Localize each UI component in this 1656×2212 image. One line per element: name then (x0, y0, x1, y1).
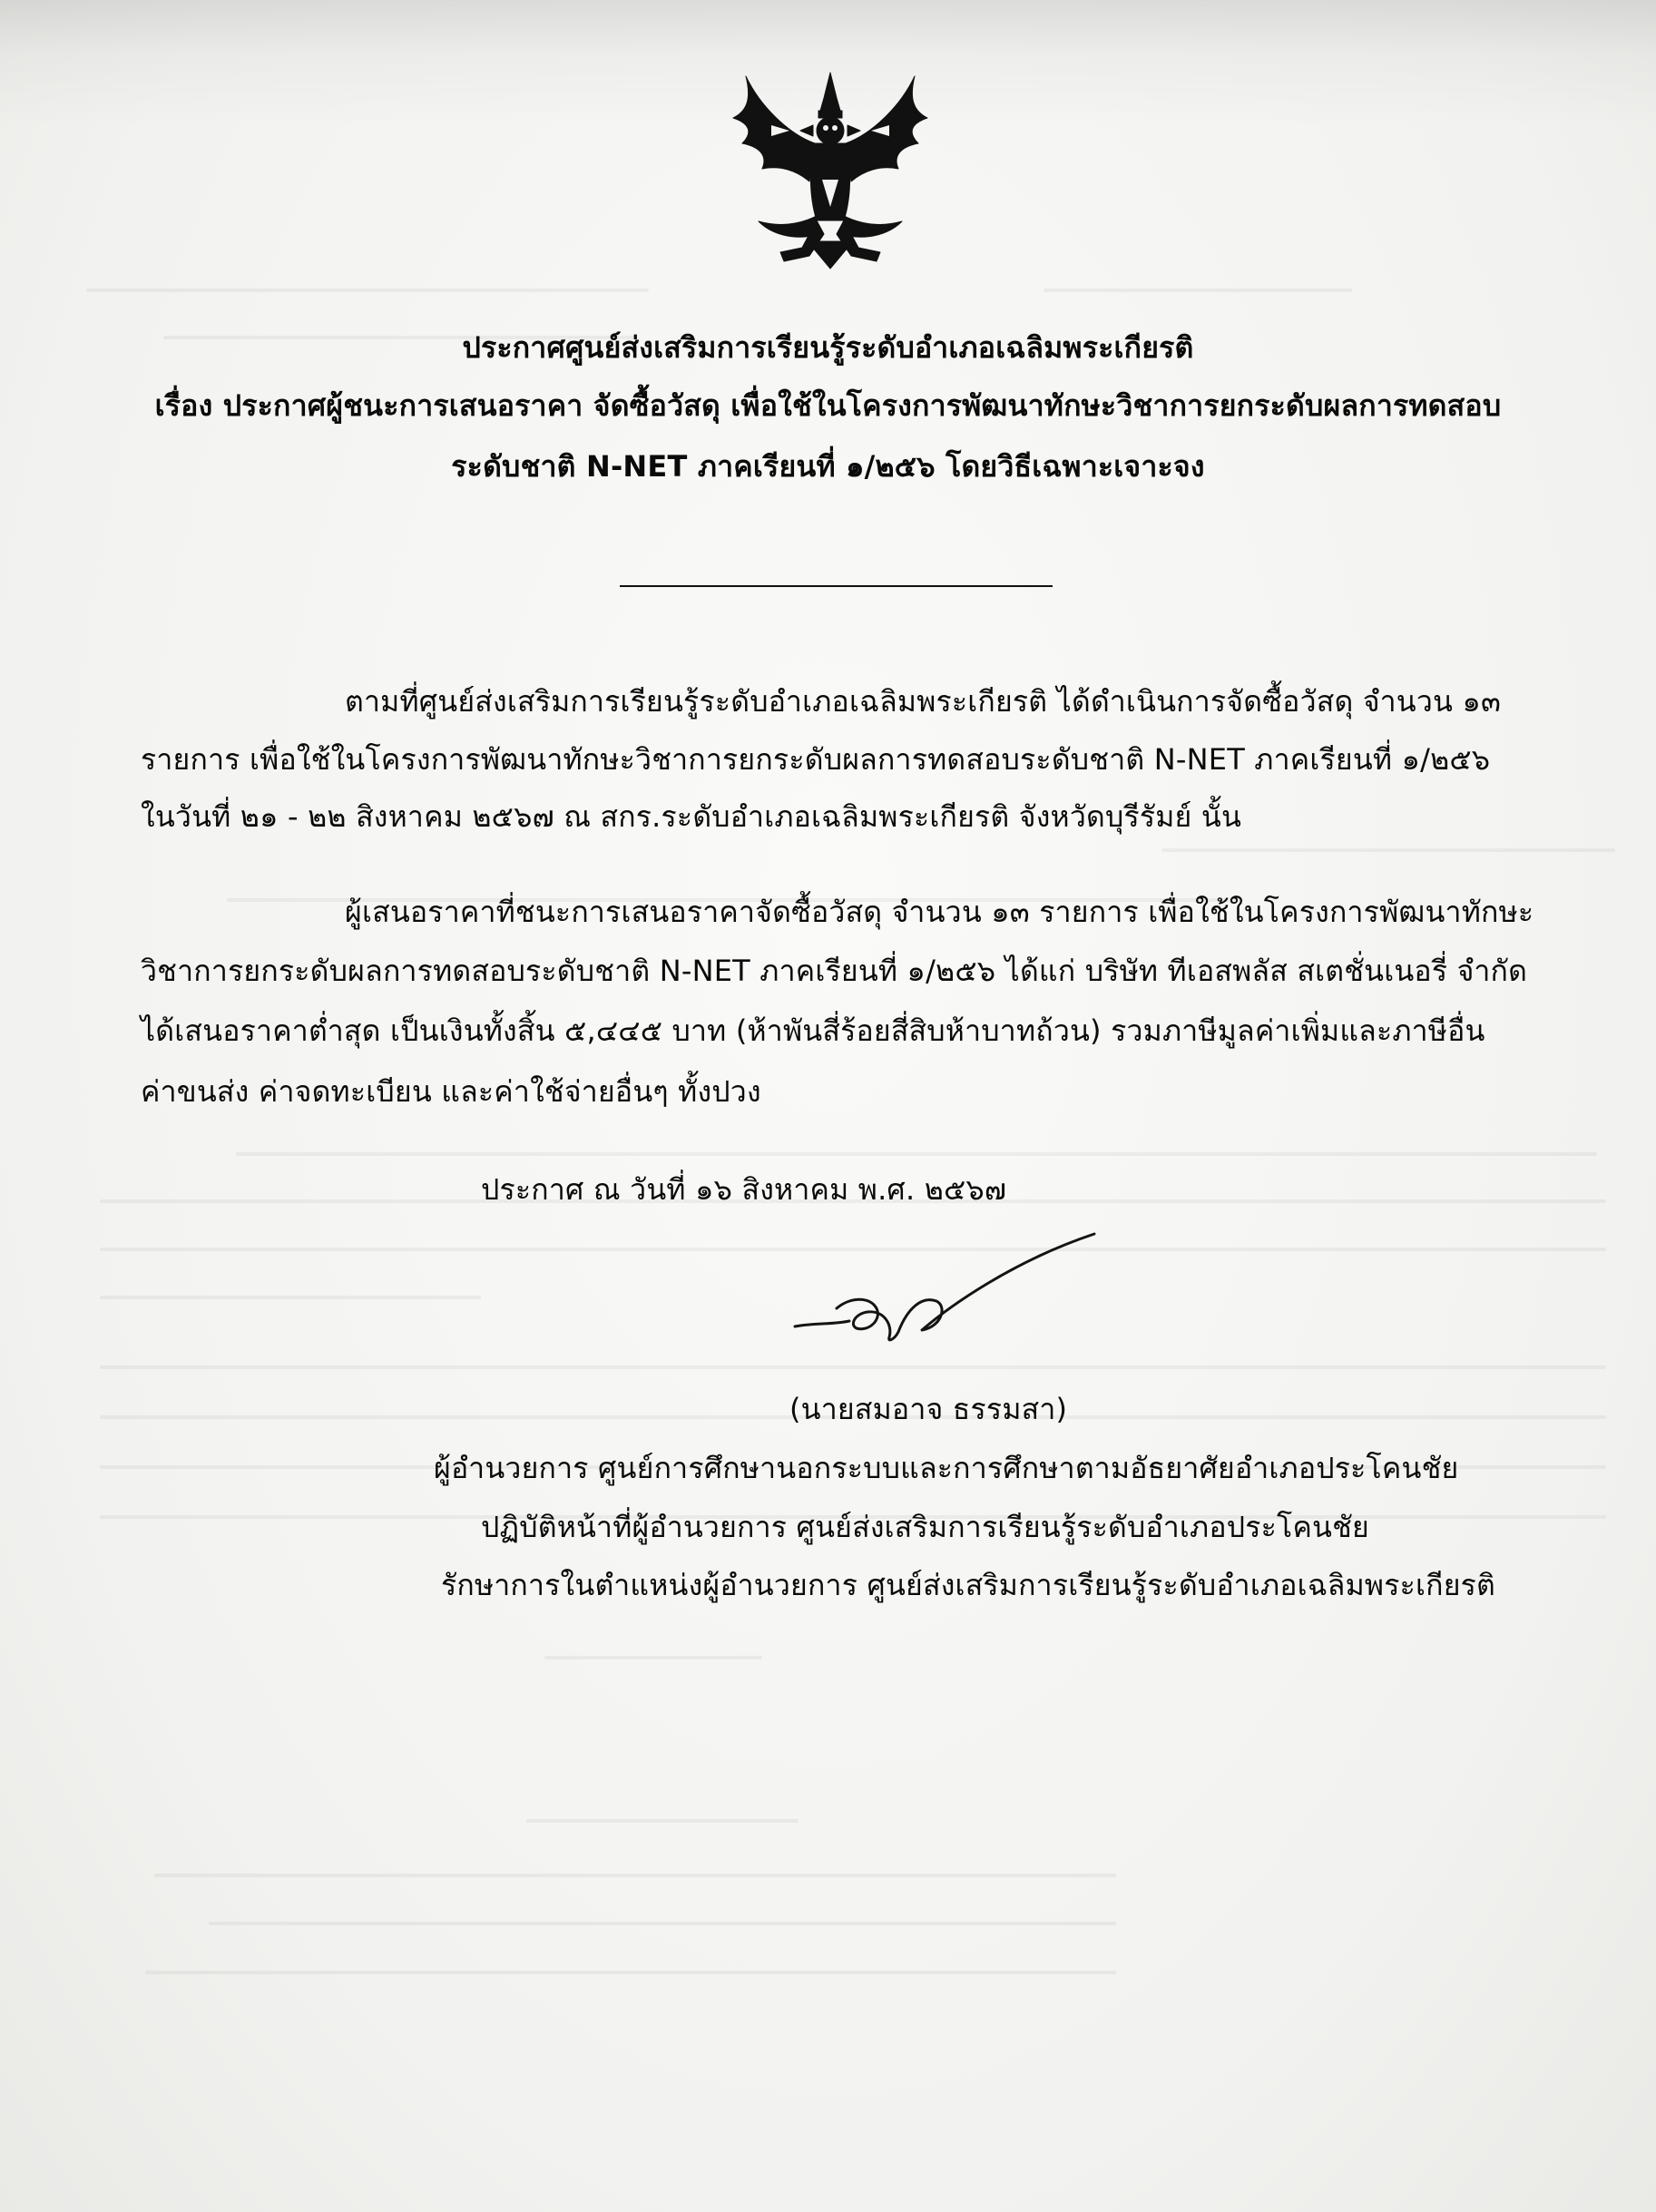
paragraph-1-line-2: รายการ เพื่อใช้ในโครงการพัฒนาทักษะวิชาการยกระดับผลการทดสอบระดับชาติ N-NET ภาคเรียนที่ ๑/๒๕๖ (141, 742, 1491, 777)
handwritten-signature (786, 1225, 1112, 1352)
bleed-through-line (209, 1922, 1116, 1925)
bleed-through-line (86, 289, 649, 292)
bleed-through-line (1161, 848, 1615, 852)
bleed-through-line (145, 1971, 1116, 1974)
paragraph-1-line-1: ตามที่ศูนย์ส่งเสริมการเรียนรู้ระดับอำเภอเฉลิมพระเกียรติ ได้ดำเนินการจัดซื้อวัสดุ จำนวน ๑๓ (345, 684, 1502, 719)
bleed-through-line (100, 1296, 481, 1299)
bleed-through-line (544, 1656, 762, 1659)
paragraph-2-line-1: ผู้เสนอราคาที่ชนะการเสนอราคาจัดซื้อวัสดุ จำนวน ๑๓ รายการ เพื่อใช้ในโครงการพัฒนาทักษะ (345, 895, 1534, 929)
bleed-through-line (154, 1874, 1116, 1877)
announcement-subject-cont: ระดับชาติ N-NET ภาคเรียนที่ ๑/๒๕๖ โดยวิธีเฉพาะเจาะจง (451, 449, 1205, 484)
paragraph-2-line-2: วิชาการยกระดับผลการทดสอบระดับชาติ N-NET ภาคเรียนที่ ๑/๒๕๖ ได้แก่ บริษัท ทีเอสพลัส สเตชั่นเนอรี่ จำกัด (141, 954, 1528, 988)
paragraph-2-line-3: ได้เสนอราคาต่ำสุด เป็นเงินทั้งสิ้น ๕,๔๔๕ บาท (ห้าพันสี่ร้อยสี่สิบห้าบาทถ้วน) รวมภาษีมูลค่าเพิ่มและภาษีอื่น (141, 1013, 1485, 1048)
announcement-subject: เรื่อง ประกาศผู้ชนะการเสนอราคา จัดซื้อวัสดุ เพื่อใช้ในโครงการพัฒนาทักษะวิชาการยกระดับผลการทดสอบ (154, 388, 1502, 423)
bleed-through-line (526, 1819, 799, 1823)
signatory-title-1: ผู้อำนวยการ ศูนย์การศึกษานอกระบบและการศึกษาตามอัธยาศัยอำเภอประโคนชัย (434, 1451, 1459, 1485)
paragraph-2-line-4: ค่าขนส่ง ค่าจดทะเบียน และค่าใช้จ่ายอื่นๆ ทั้งปวง (141, 1074, 761, 1109)
paragraph-1-line-3: ในวันที่ ๒๑ - ๒๒ สิงหาคม ๒๕๖๗ ณ สกร.ระดับอำเภอเฉลิมพระเกียรติ จังหวัดบุรีรัมย์ นั้น (141, 799, 1242, 834)
signatory-name: (นายสมอาจ ธรรมสา) (789, 1392, 1068, 1426)
signatory-title-2: ปฏิบัติหน้าที่ผู้อำนวยการ ศูนย์ส่งเสริมการเรียนรู้ระดับอำเภอประโคนชัย (481, 1510, 1369, 1544)
bleed-through-line (100, 1365, 1606, 1369)
signatory-title-3: รักษาการในตำแหน่งผู้อำนวยการ ศูนย์ส่งเสริมการเรียนรู้ระดับอำเภอเฉลิมพระเกียรติ (441, 1568, 1496, 1602)
announcement-date: ประกาศ ณ วันที่ ๑๖ สิงหาคม พ.ศ. ๒๕๖๗ (481, 1172, 1007, 1207)
garuda-emblem-icon (726, 71, 935, 275)
announcement-title: ประกาศศูนย์ส่งเสริมการเรียนรู้ระดับอำเภอเฉลิมพระเกียรติ (462, 330, 1194, 365)
bleed-through-line (236, 1152, 1597, 1156)
header-divider (620, 585, 1053, 587)
bleed-through-line (1044, 289, 1352, 292)
